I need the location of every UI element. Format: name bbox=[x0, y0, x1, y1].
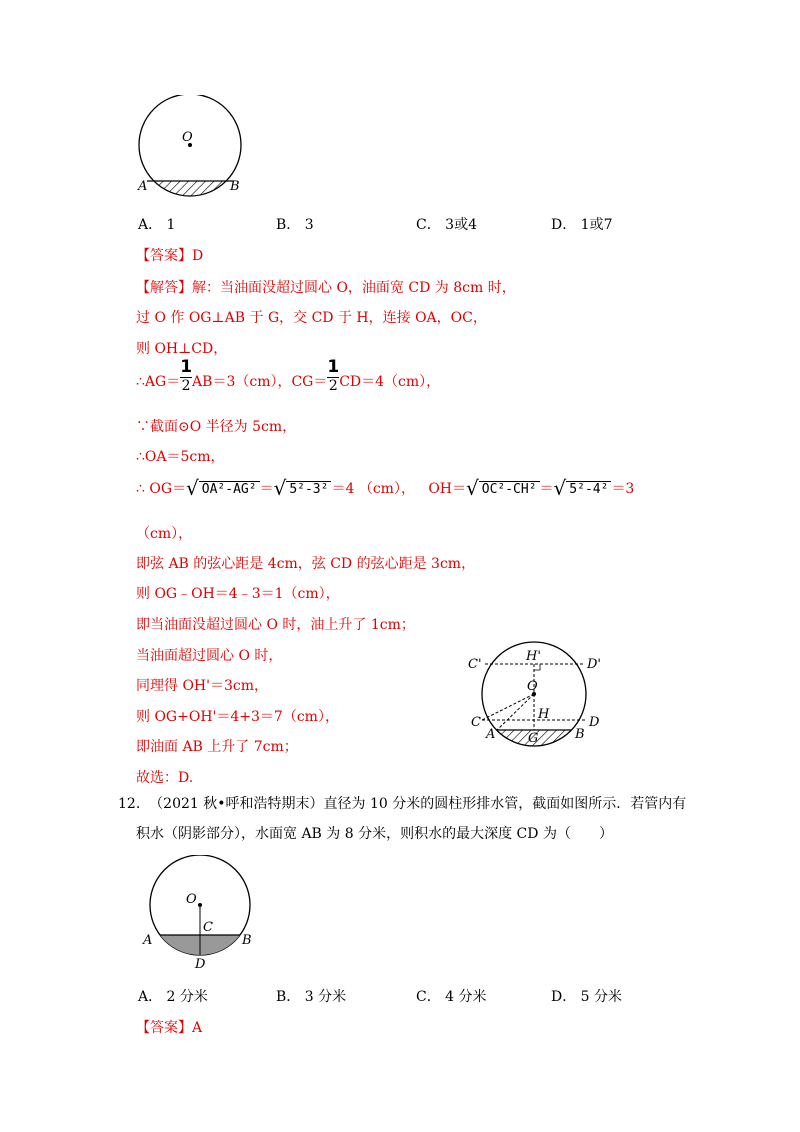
answer-value: D bbox=[192, 248, 204, 264]
q11-solution-line13: 同理得 OH'＝3cm， bbox=[136, 678, 269, 694]
solution-text-1: 解：当油面没超过圆心 O，油面宽 CD 为 8cm 时， bbox=[192, 280, 516, 296]
sqrt-5-4: 5²-4² bbox=[566, 481, 611, 498]
svg-text:D: D bbox=[195, 957, 206, 972]
q12-option-a: A． 2 分米 bbox=[138, 989, 208, 1005]
svg-text:O: O bbox=[186, 892, 197, 907]
center-point-3 bbox=[198, 903, 202, 907]
q11-solution-line2: 过 O 作 OG⊥AB 于 G，交 CD 于 H，连接 OA，OC， bbox=[136, 310, 487, 326]
q12-text-1: （2021 秋•呼和浩特期末）直径为 10 分米的圆柱形排水管，截面如图所示．若管内有 bbox=[149, 796, 687, 812]
q12-option-d: D． 5 分米 bbox=[551, 989, 623, 1005]
line4-mid: AB＝3（cm），CG＝ bbox=[192, 374, 328, 390]
svg-text:D': D' bbox=[587, 657, 601, 672]
segment-oa bbox=[497, 694, 534, 730]
figure-drain-pipe bbox=[136, 855, 266, 975]
line4-post: CD＝4（cm）， bbox=[339, 374, 441, 390]
q11-solution-line14: 则 OG+OH'＝4+3＝7（cm）， bbox=[136, 709, 339, 725]
option-a: A． 1 bbox=[138, 217, 176, 233]
q11-options bbox=[138, 214, 698, 234]
solution-bracket: 【解答】 bbox=[136, 280, 192, 296]
label-o: O bbox=[182, 130, 193, 145]
q12-answer bbox=[136, 1017, 202, 1037]
segment-oc bbox=[482, 694, 534, 720]
q11-solution-line4 bbox=[136, 357, 441, 399]
fraction-half-1: $\frac{1}{2}$ bbox=[180, 357, 193, 394]
q11-solution-line16: 故选：D. bbox=[136, 770, 194, 786]
svg-text:H: H bbox=[538, 707, 550, 722]
option-b: B． 3 bbox=[276, 217, 314, 233]
sqrt-oc-ch: OC²-CH² bbox=[479, 481, 540, 498]
figure-oil-pipe-2 bbox=[468, 640, 608, 750]
q11-solution-line10: 则 OG﹣OH＝4﹣3＝1（cm）， bbox=[136, 586, 340, 602]
q12-option-b: B． 3 分米 bbox=[276, 989, 347, 1005]
q11-solution-line15: 即油面 AB 上升了 7cm； bbox=[136, 739, 298, 755]
svg-text:G: G bbox=[528, 731, 539, 746]
svg-text:O: O bbox=[527, 679, 538, 694]
q11-solution-line7: ∴ OG＝√ OA²-AG² ＝√ 5²-3² ＝4 （cm）， OH＝√ OC²-CH² ＝√ 5²-4² ＝3 bbox=[136, 476, 635, 500]
q11-solution-line8: （cm）， bbox=[136, 526, 193, 542]
q12-options bbox=[138, 986, 698, 1006]
svg-text:C: C bbox=[203, 920, 213, 935]
q11-solution-line9: 即弦 AB 的弦心距是 4cm，弦 CD 的弦心距是 3cm， bbox=[136, 556, 476, 572]
svg-text:A: A bbox=[143, 933, 153, 948]
q12-answer-bracket: 【答案】 bbox=[136, 1020, 192, 1036]
option-c: C． 3或4 bbox=[416, 217, 477, 233]
q12-number: 12. bbox=[118, 796, 141, 812]
q11-solution-line3: 则 OH⊥CD， bbox=[136, 341, 228, 357]
fraction-half-2: $\frac{1}{2}$ bbox=[327, 357, 340, 394]
sqrt-oa-ag: OA²-AG² bbox=[199, 481, 260, 498]
q12-answer-value: A bbox=[192, 1020, 203, 1036]
answer-bracket: 【答案】 bbox=[136, 248, 192, 264]
q12-option-c: C． 4 分米 bbox=[416, 989, 487, 1005]
label-b: B bbox=[230, 179, 240, 194]
svg-text:C': C' bbox=[468, 657, 482, 672]
right-angle-mark bbox=[534, 664, 540, 670]
q11-solution-line12: 当油面超过圆心 O 时， bbox=[136, 648, 283, 664]
svg-text:H': H' bbox=[526, 649, 541, 664]
q12-stem-line1 bbox=[118, 793, 686, 813]
q11-solution-line1 bbox=[136, 277, 516, 297]
q12-stem-line2: 积水（阴影部分），水面宽 AB 为 8 分米，则积水的最大深度 CD 为（ ） bbox=[136, 826, 613, 842]
svg-text:D: D bbox=[589, 715, 600, 730]
q11-solution-line5: ∵截面⊙O 半径为 5cm， bbox=[136, 419, 297, 435]
hatched-oil-region bbox=[130, 181, 260, 205]
q11-solution-line6: ∴OA＝5cm， bbox=[136, 449, 225, 465]
svg-text:A: A bbox=[486, 727, 496, 742]
option-d: D． 1或7 bbox=[551, 217, 613, 233]
svg-text:B: B bbox=[575, 727, 585, 742]
svg-text:B: B bbox=[242, 933, 252, 948]
q11-answer bbox=[136, 245, 203, 265]
q11-solution-line11: 即当油面没超过圆心 O 时，油上升了 1cm； bbox=[136, 617, 415, 633]
figure-oil-pipe-1 bbox=[130, 95, 260, 205]
label-a: A bbox=[138, 179, 148, 194]
sqrt-5-3: 5²-3² bbox=[286, 481, 331, 498]
line4-pre: ∴AG＝ bbox=[136, 374, 181, 390]
svg-text:C: C bbox=[471, 715, 481, 730]
